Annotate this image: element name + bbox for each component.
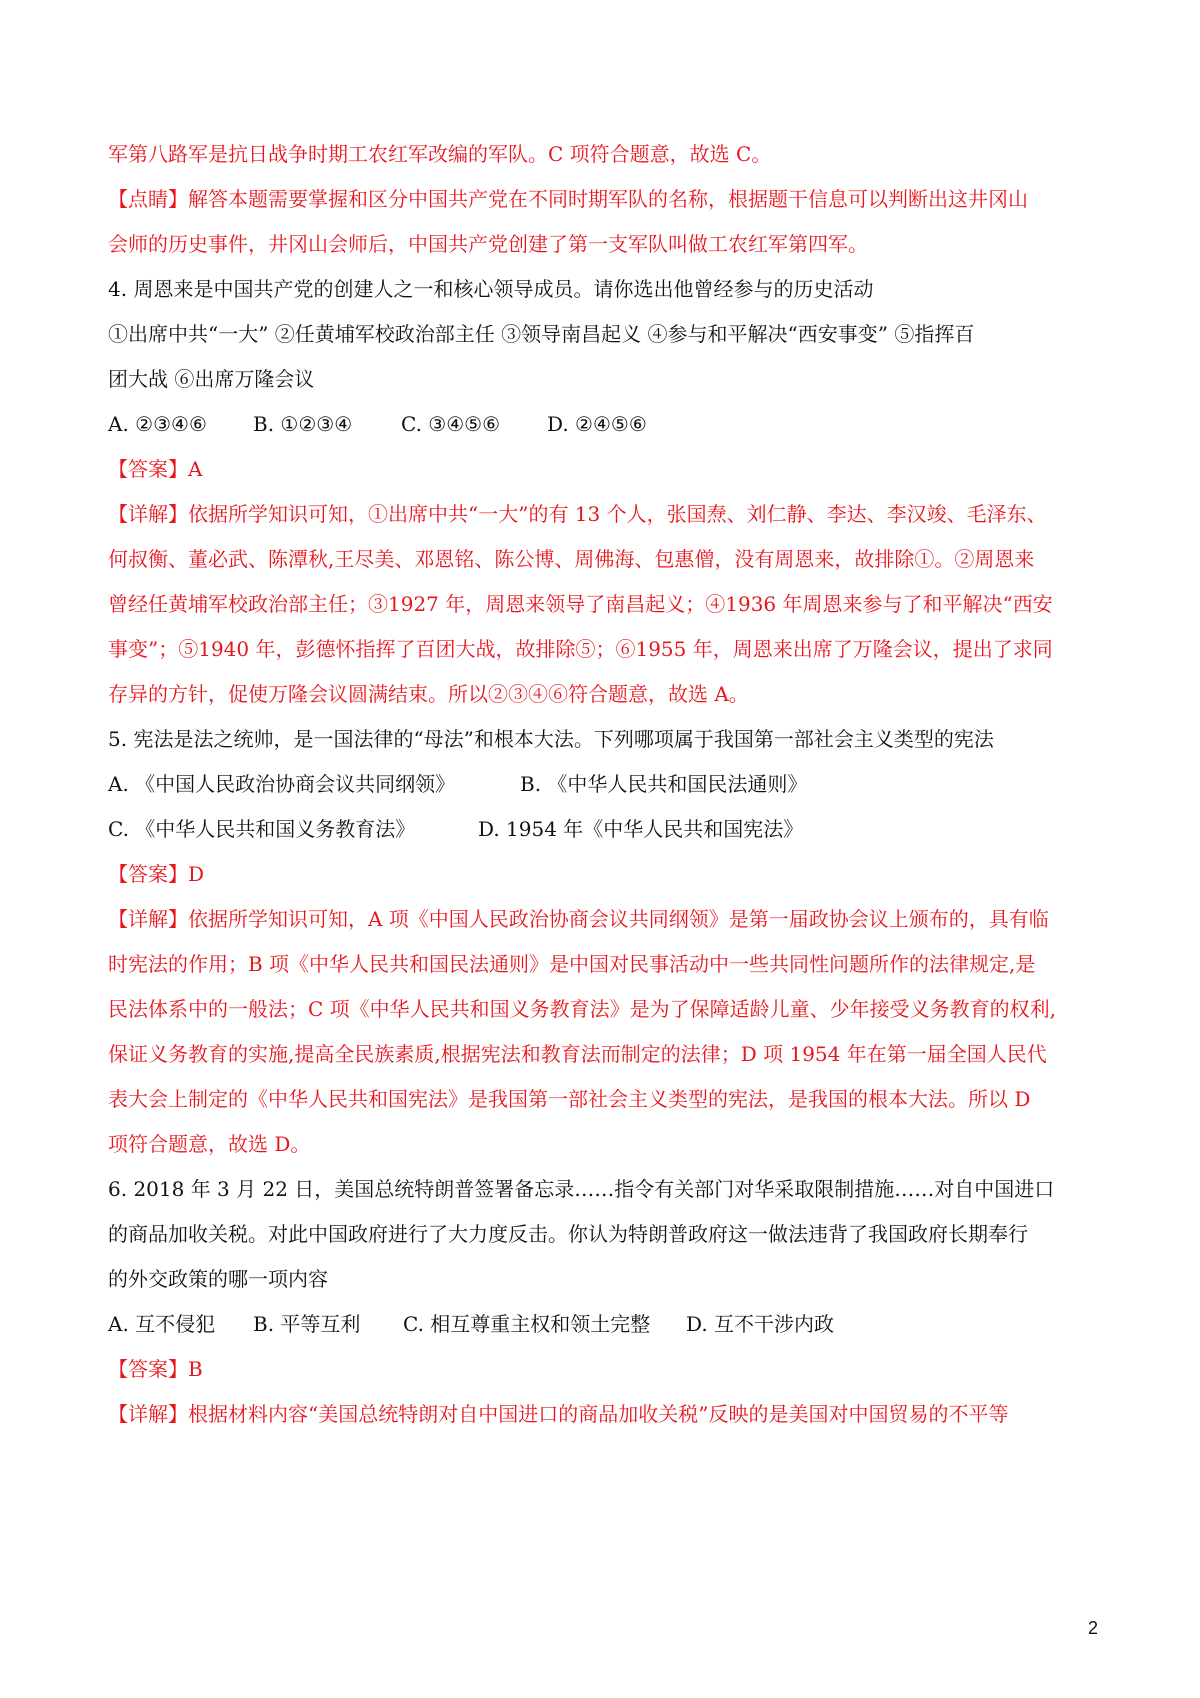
explanation-line: 时宪法的作用；B 项《中华人民共和国民法通则》是中国对民事活动中一些共同性问题所作的法律规定,是 [108,952,1036,976]
explanation-line: 【详解】根据材料内容“美国总统特朗对自中国进口的商品加收关税”反映的是美国对中国贸易的不平等 [108,1402,1009,1426]
answer-label: 【答案】A [108,457,203,481]
question-4-items: 团大战 ⑥出席万隆会议 [108,367,315,391]
explanation-line: 【详解】依据所学知识可知，A 项《中国人民政治协商会议共同纲领》是第一届政协会议上颁布的，具有临 [108,907,1049,931]
explanation-line: 存异的方针，促使万隆会议圆满结束。所以②③④⑥符合题意，故选 A。 [108,682,749,706]
question-4-options [108,409,1108,439]
note-line: 会师的历史事件，井冈山会师后，中国共产党创建了第一支军队叫做工农红军第四军。 [108,232,868,256]
question-5-options [108,814,1108,844]
explanation-line: 民法体系中的一般法；C 项《中华人民共和国义务教育法》是为了保障适龄儿童、少年接受义务教育的权利, [108,997,1057,1021]
option-b: B. ①②③④ [253,412,353,436]
question-5-stem: 5. 宪法是法之统帅，是一国法律的“母法”和根本大法。下列哪项属于我国第一部社会主义类型的宪法 [108,727,994,751]
explanation-line: 项符合题意，故选 D。 [108,1132,311,1156]
option-d: D. 互不干涉内政 [686,1312,835,1336]
question-6-stem: 的外交政策的哪一项内容 [108,1267,328,1291]
option-d: D. 1954 年《中华人民共和国宪法》 [478,817,804,841]
option-c: C. 《中华人民共和国义务教育法》 [108,817,416,841]
explanation-line: 曾经任黄埔军校政治部主任；③1927 年，周恩来领导了南昌起义；④1936 年周恩来参与了和平解决“西安 [108,592,1053,616]
option-b: B. 平等互利 [253,1312,361,1336]
explanation-continued: 军第八路军是抗日战争时期工农红军改编的军队。C 项符合题意，故选 C。 [108,142,772,166]
question-6-stem: 6. 2018 年 3 月 22 日，美国总统特朗普签署备忘录……指令有关部门对华采取限制措施……对自中国进口 [108,1177,1055,1201]
answer-label: 【答案】B [108,1357,203,1381]
question-5-options [108,769,1108,799]
option-a: A. 《中国人民政治协商会议共同纲领》 [108,772,456,796]
explanation-line: 表大会上制定的《中华人民共和国宪法》是我国第一部社会主义类型的宪法，是我国的根本大法。所以 D [108,1087,1031,1111]
question-4-stem: 4. 周恩来是中国共产党的创建人之一和核心领导成员。请你选出他曾经参与的历史活动 [108,277,874,301]
explanation-line: 事变”；⑤1940 年，彭德怀指挥了百团大战，故排除⑤；⑥1955 年，周恩来出席了万隆会议，提出了求同 [108,637,1053,661]
explanation-line: 保证义务教育的实施,提高全民族素质,根据宪法和教育法而制定的法律；D 项 1954 年在第一届全国人民代 [108,1042,1047,1066]
question-6-stem: 的商品加收关税。对此中国政府进行了大力度反击。你认为特朗普政府这一做法违背了我国政府长期奉行 [108,1222,1028,1246]
explanation-line: 何叔衡、董必武、陈潭秋,王尽美、邓恩铭、陈公博、周佛海、包惠僧，没有周恩来，故排除①。②周恩来 [108,547,1035,571]
note-line: 【点睛】解答本题需要掌握和区分中国共产党在不同时期军队的名称，根据题干信息可以判断出这井冈山 [108,187,1028,211]
option-c: C. 相互尊重主权和领土完整 [403,1312,651,1336]
option-a: A. 互不侵犯 [108,1312,216,1336]
question-4-items: ①出席中共“一大” ②任黄埔军校政治部主任 ③领导南昌起义 ④参与和平解决“西安事变” ⑤指挥百 [108,322,975,346]
option-b: B. 《中华人民共和国民法通则》 [520,772,808,796]
page-number: 2 [1088,1618,1099,1638]
option-c: C. ③④⑤⑥ [401,412,501,436]
answer-label: 【答案】D [108,862,205,886]
question-6-options [108,1309,1108,1339]
option-a: A. ②③④⑥ [108,412,207,436]
explanation-line: 【详解】依据所学知识可知，①出席中共“一大”的有 13 个人，张国焘、刘仁静、李达、李汉竣、毛泽东、 [108,502,1047,526]
option-d: D. ②④⑤⑥ [547,412,647,436]
